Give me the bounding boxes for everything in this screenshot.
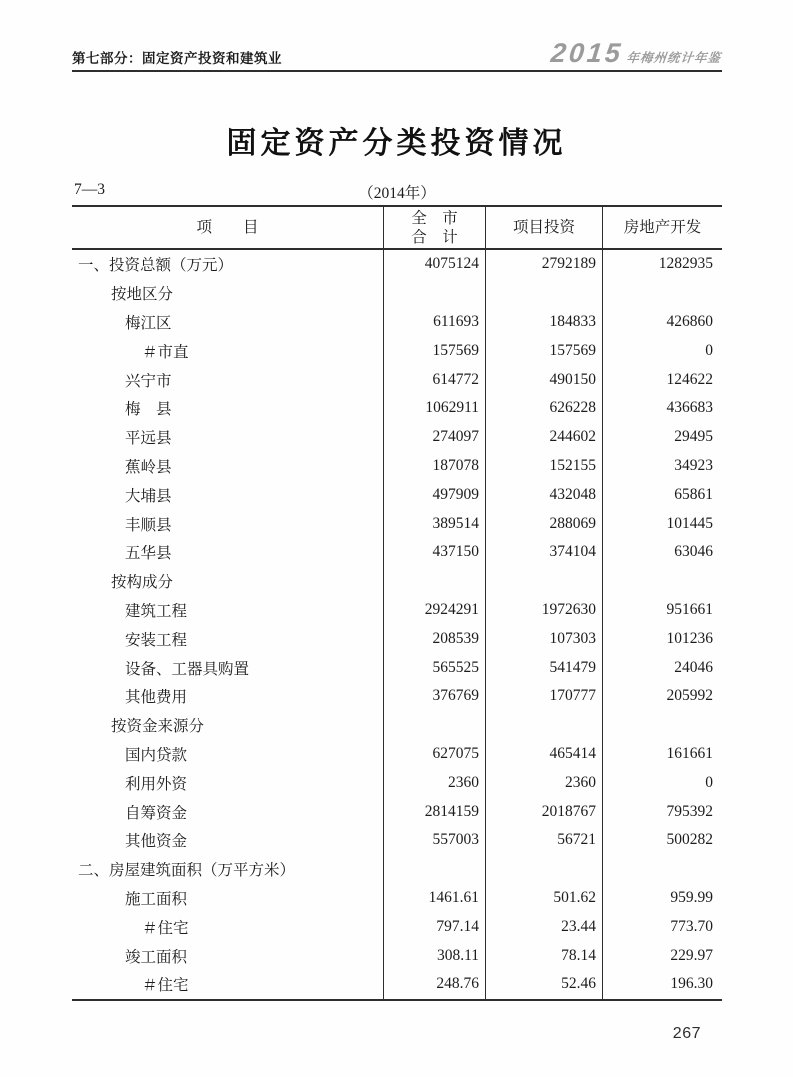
row-value: 541479	[486, 653, 603, 682]
table-row	[72, 480, 722, 509]
row-value: 426860	[666, 312, 713, 330]
row-label: 梅江区	[72, 308, 384, 337]
row-label: ＃住宅	[72, 912, 384, 941]
row-value: 959.99	[670, 888, 713, 906]
row-value: 34923	[674, 456, 713, 474]
row-value: 951661	[666, 600, 713, 618]
row-value: 501.62	[486, 884, 603, 913]
column-header-project-investment	[486, 207, 603, 248]
row-label: 按资金来源分	[72, 711, 384, 740]
row-value: 101236	[666, 629, 713, 647]
row-value: 187078	[384, 452, 486, 481]
table-row	[72, 653, 722, 682]
running-head	[72, 38, 722, 72]
row-label: 一、投资总额（万元）	[72, 250, 384, 279]
column-header-city-total-line1: 全 市	[411, 209, 458, 227]
table-row	[72, 682, 722, 711]
row-value: 389514	[384, 509, 486, 538]
table-row	[72, 768, 722, 797]
row-label: 建筑工程	[72, 596, 384, 625]
row-value: 611693	[384, 308, 486, 337]
row-label: 平远县	[72, 423, 384, 452]
page-title: 固定资产分类投资情况	[226, 127, 567, 160]
row-value: 436683	[666, 399, 713, 417]
row-label: 蕉岭县	[72, 452, 384, 481]
row-value: 557003	[384, 826, 486, 855]
row-value	[384, 567, 486, 596]
row-value: 2360	[384, 768, 486, 797]
row-value: 490150	[486, 365, 603, 394]
table-row	[72, 912, 722, 941]
table-row	[72, 797, 722, 826]
row-value: 4075124	[384, 250, 486, 279]
row-value: 63046	[674, 543, 713, 561]
row-value	[603, 567, 722, 596]
row-value: 2360	[486, 768, 603, 797]
row-value: 152155	[486, 452, 603, 481]
row-value: 614772	[384, 365, 486, 394]
table-header-row	[72, 207, 722, 250]
row-value: 205992	[666, 687, 713, 705]
table-meta	[72, 181, 722, 203]
yearbook-logo	[550, 40, 723, 67]
table-row	[72, 567, 722, 596]
row-value: 23.44	[486, 912, 603, 941]
table-row	[72, 596, 722, 625]
row-value: 773.70	[670, 917, 713, 935]
table-row	[72, 509, 722, 538]
row-label: ＃住宅	[72, 970, 384, 999]
row-label: 施工面积	[72, 884, 384, 913]
row-value: 376769	[384, 682, 486, 711]
row-value	[603, 279, 722, 308]
row-value: 2814159	[384, 797, 486, 826]
table-row	[72, 250, 722, 279]
row-value: 1282935	[658, 255, 713, 273]
row-value: 24046	[674, 658, 713, 676]
row-label: 设备、工器具购置	[72, 653, 384, 682]
row-value: 465414	[486, 740, 603, 769]
yearbook-logo-text: 年梅州统计年鉴	[626, 51, 723, 65]
table-row	[72, 308, 722, 337]
table-row	[72, 970, 722, 999]
row-label: 安装工程	[72, 624, 384, 653]
row-value	[486, 279, 603, 308]
row-value: 157569	[384, 336, 486, 365]
column-header-real-estate	[603, 207, 722, 248]
row-label: 二、房屋建筑面积（万平方米）	[72, 855, 384, 884]
row-value: 56721	[486, 826, 603, 855]
column-header-item	[72, 207, 384, 248]
row-value: 500282	[666, 831, 713, 849]
row-value: 29495	[674, 428, 713, 446]
row-value: 0	[705, 341, 713, 359]
row-value: 565525	[384, 653, 486, 682]
row-value	[486, 711, 603, 740]
row-value	[486, 567, 603, 596]
row-value: 65861	[674, 485, 713, 503]
row-label: 丰顺县	[72, 509, 384, 538]
row-value	[384, 855, 486, 884]
row-value: 497909	[384, 480, 486, 509]
row-label: 其他费用	[72, 682, 384, 711]
section-header-text: 第七部分：固定资产投资和建筑业	[72, 51, 282, 66]
row-value: 78.14	[486, 941, 603, 970]
row-value: 274097	[384, 423, 486, 452]
column-header-item-label: 项 目	[196, 219, 259, 236]
row-value: 229.97	[670, 946, 713, 964]
row-value: 196.30	[670, 975, 713, 993]
row-value: 2924291	[384, 596, 486, 625]
table-number: 7—3	[74, 181, 105, 198]
row-label: 大埔县	[72, 480, 384, 509]
row-value: 170777	[486, 682, 603, 711]
row-value: 244602	[486, 423, 603, 452]
row-value: 157569	[486, 336, 603, 365]
row-value: 437150	[384, 538, 486, 567]
row-value: 208539	[384, 624, 486, 653]
table-row	[72, 884, 722, 913]
row-value: 184833	[486, 308, 603, 337]
row-value: 1972630	[486, 596, 603, 625]
row-label: ＃市直	[72, 336, 384, 365]
table-body	[72, 250, 722, 1001]
row-value: 161661	[666, 744, 713, 762]
table-row	[72, 826, 722, 855]
row-label: 利用外资	[72, 768, 384, 797]
row-value: 0	[705, 773, 713, 791]
row-value	[486, 855, 603, 884]
row-label: 国内贷款	[72, 740, 384, 769]
table-row	[72, 365, 722, 394]
row-value: 52.46	[486, 970, 603, 999]
row-value: 1062911	[384, 394, 486, 423]
row-label: 其他资金	[72, 826, 384, 855]
table-row	[72, 711, 722, 740]
row-label: 五华县	[72, 538, 384, 567]
statistics-table	[72, 205, 722, 1001]
table-row	[72, 538, 722, 567]
row-label: 梅 县	[72, 394, 384, 423]
row-value: 248.76	[384, 970, 486, 999]
yearbook-logo-year: 2015	[549, 38, 626, 68]
row-value	[603, 711, 722, 740]
row-value: 795392	[666, 802, 713, 820]
table-row	[72, 624, 722, 653]
row-value: 107303	[486, 624, 603, 653]
row-value: 288069	[486, 509, 603, 538]
row-value: 2018767	[486, 797, 603, 826]
row-value: 101445	[666, 514, 713, 532]
table-row	[72, 452, 722, 481]
row-label: 竣工面积	[72, 941, 384, 970]
row-value: 2792189	[486, 250, 603, 279]
row-label: 按构成分	[72, 567, 384, 596]
page-number: 267	[672, 1025, 701, 1042]
table-row	[72, 336, 722, 365]
row-value: 308.11	[384, 941, 486, 970]
row-value: 1461.61	[384, 884, 486, 913]
row-value: 124622	[666, 370, 713, 388]
table-row	[72, 855, 722, 884]
column-header-city-total	[384, 207, 486, 248]
table-row	[72, 423, 722, 452]
row-value	[384, 711, 486, 740]
row-value	[384, 279, 486, 308]
row-label: 自筹资金	[72, 797, 384, 826]
table-row	[72, 394, 722, 423]
table-row	[72, 740, 722, 769]
row-value: 627075	[384, 740, 486, 769]
row-value	[603, 855, 722, 884]
row-label: 按地区分	[72, 279, 384, 308]
row-label: 兴宁市	[72, 365, 384, 394]
column-header-city-total-line2: 合 计	[411, 228, 458, 246]
table-year-caption: （2014年）	[358, 185, 436, 202]
row-value: 626228	[486, 394, 603, 423]
column-header-real-estate-label: 房地产开发	[623, 219, 702, 236]
row-value: 432048	[486, 480, 603, 509]
table-row	[72, 279, 722, 308]
row-value: 374104	[486, 538, 603, 567]
column-header-project-investment-label: 项目投资	[512, 219, 575, 236]
row-value: 797.14	[384, 912, 486, 941]
table-row	[72, 941, 722, 970]
